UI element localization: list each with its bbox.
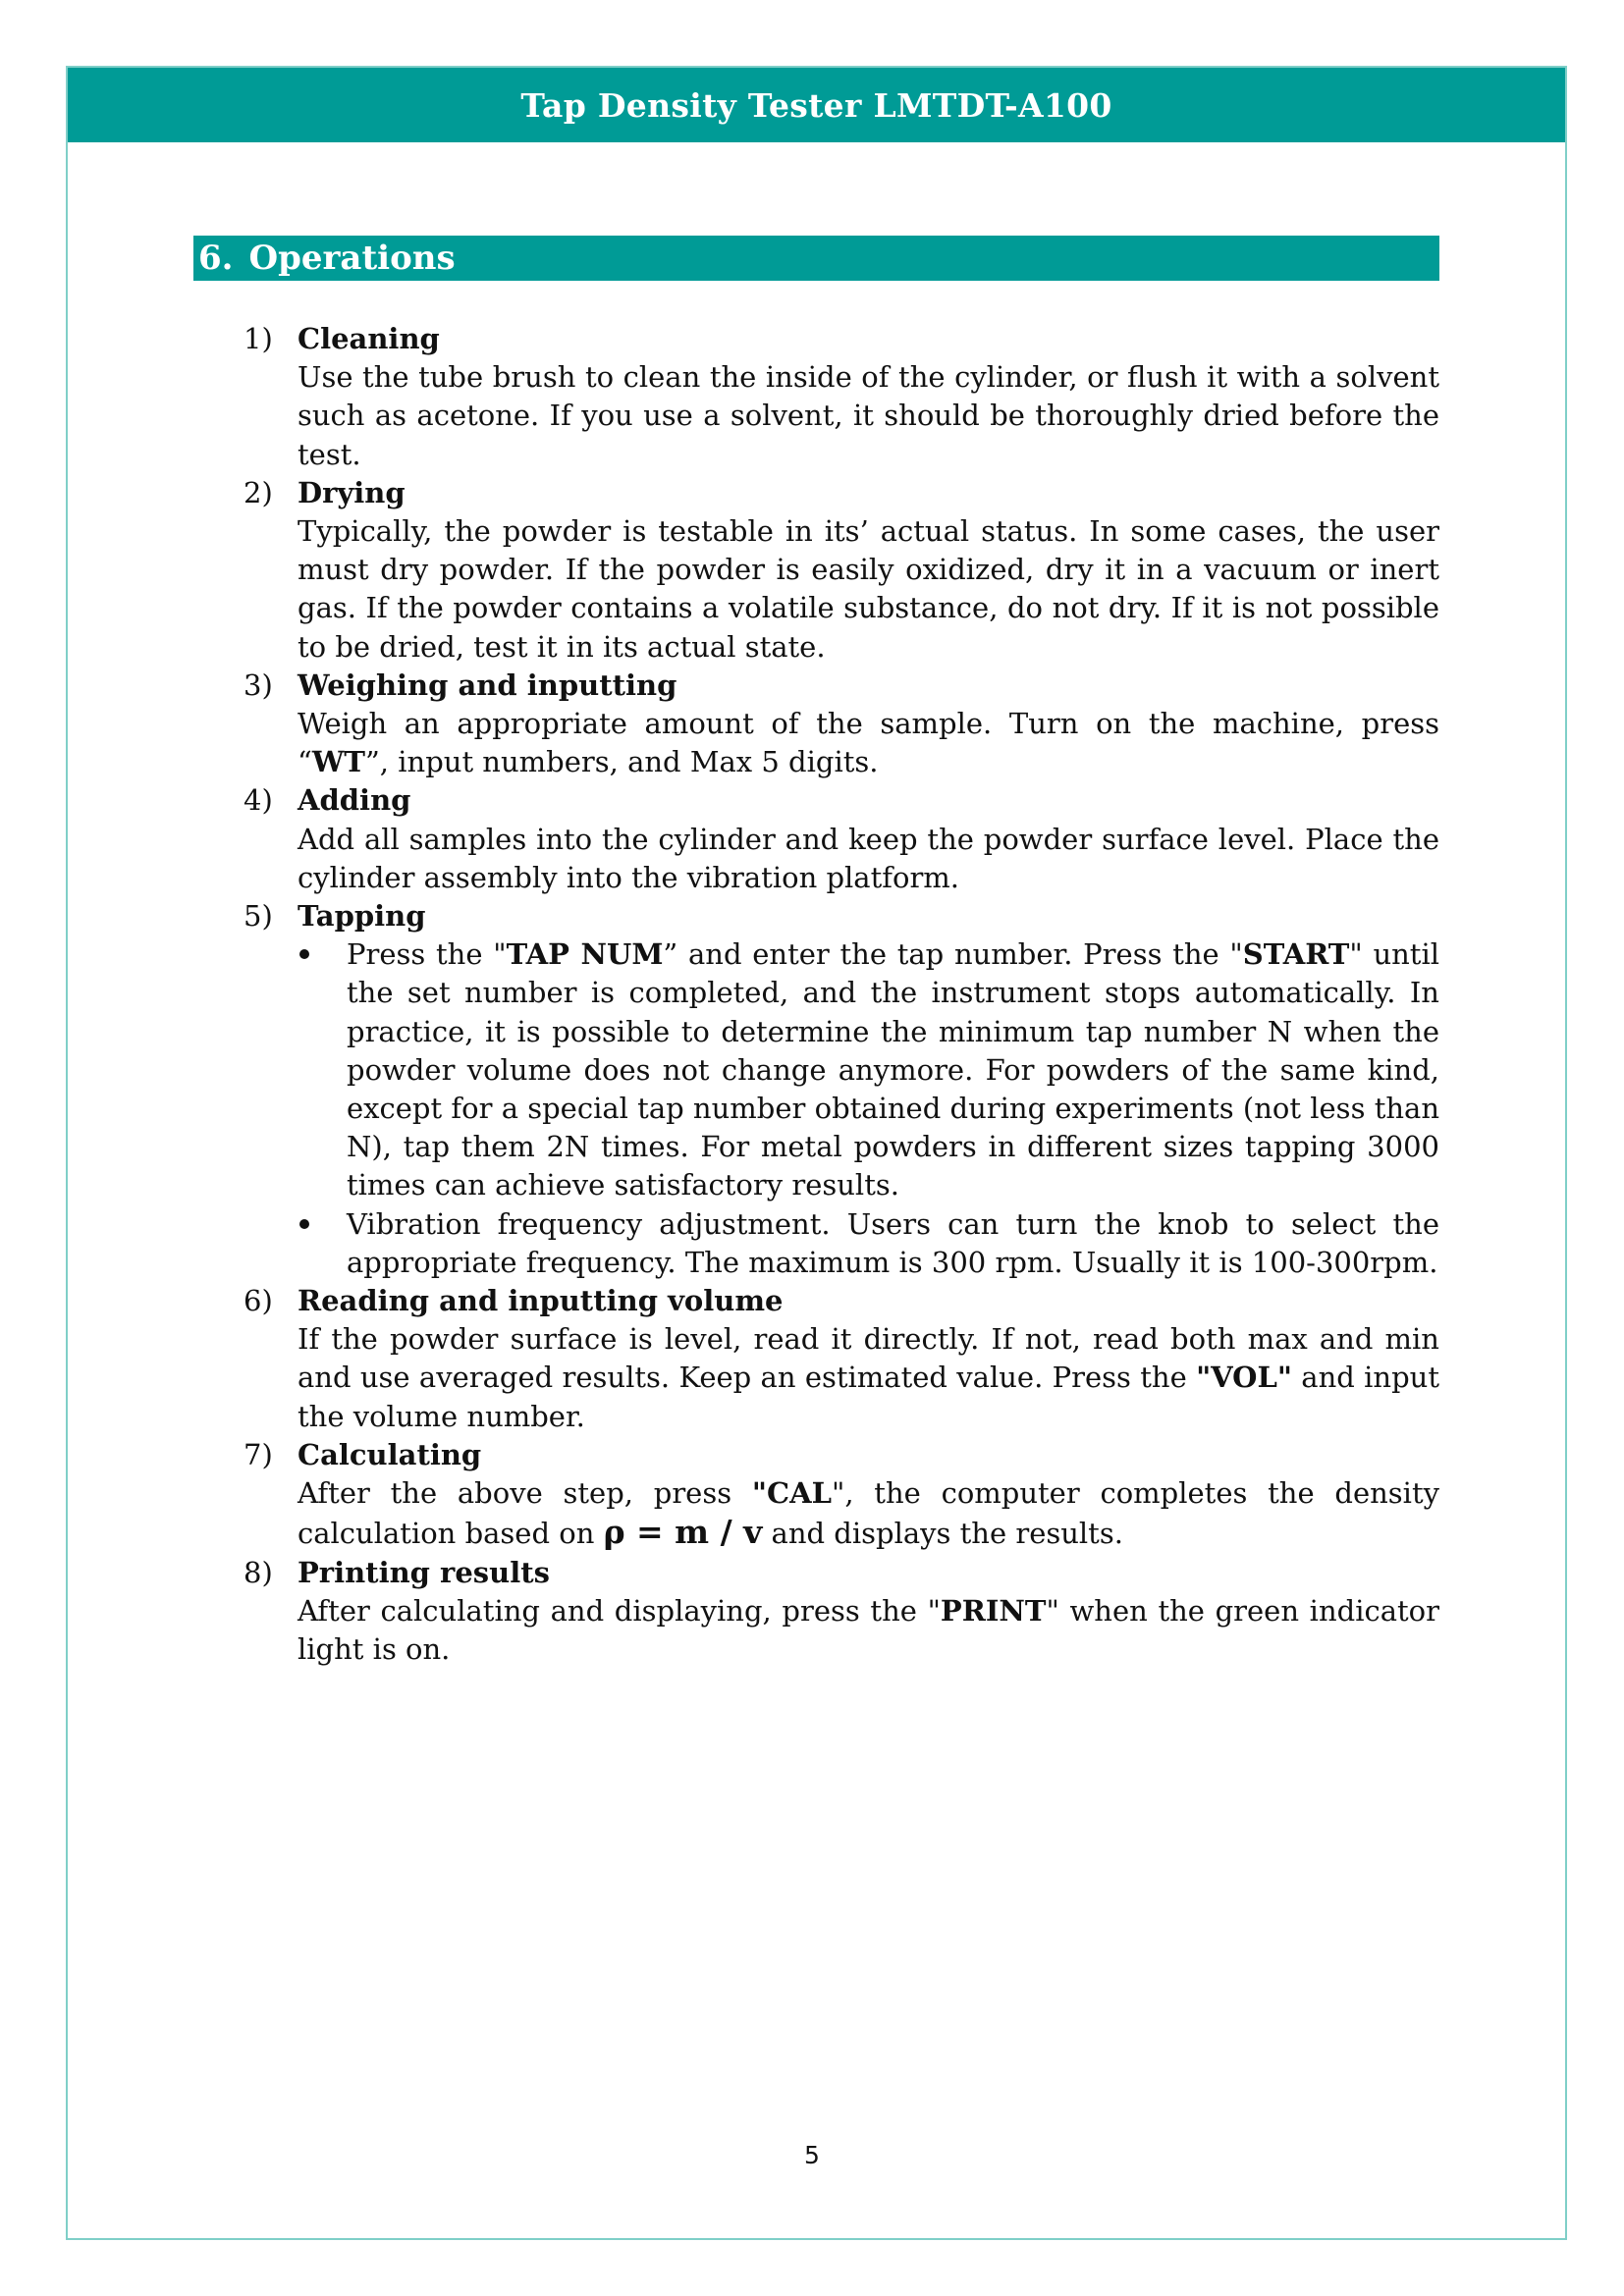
key-label-print: PRINT — [940, 1593, 1047, 1628]
key-label-start: START — [1242, 937, 1350, 972]
step-body: Typically, the powder is testable in its’ actual status. In some cases, the user must dry powder. If the powder is easily oxidized, dry it in a vacuum or inert gas. If the powder contains a volatile substance, do not dry. If it is not possible to be dried, test it in its actual state. — [298, 514, 1439, 664]
section-title-text: Operations — [248, 239, 456, 278]
section-title — [198, 239, 456, 278]
step-body — [298, 1320, 1439, 1436]
step-number: 3) — [244, 667, 273, 702]
key-label-cal: "CAL — [751, 1476, 832, 1511]
step-number: 1) — [244, 322, 273, 355]
tapping-bullets — [298, 935, 1439, 1282]
document-title: Tap Density Tester LMTDT-A100 — [520, 85, 1112, 125]
text-run: " when the green indicator light is on. — [298, 1593, 1439, 1666]
text-run: and input the volume number. — [298, 1361, 1439, 1433]
step-number: 5) — [244, 899, 273, 934]
text-run: After calculating and displaying, press the " — [298, 1593, 941, 1628]
step-title: Tapping — [298, 899, 426, 934]
key-label-wt: WT — [311, 745, 365, 779]
text-run: and displays the results. — [762, 1517, 1123, 1551]
text-run: ” and enter the tap number. Press the " — [663, 937, 1243, 972]
step-title: Calculating — [298, 1437, 482, 1471]
step-title: Cleaning — [298, 322, 440, 355]
step-title: Drying — [298, 475, 406, 509]
step-body: Add all samples into the cylinder and keep the powder surface level. Place the cylinder assembly into the vibration platform. — [298, 822, 1439, 894]
bullet-icon — [299, 949, 309, 959]
key-label-tap-num: TAP NUM — [506, 937, 664, 972]
step-number: 7) — [244, 1437, 273, 1471]
key-label-vol: "VOL" — [1196, 1361, 1292, 1395]
text-run: ”, input numbers, and Max 5 digits. — [364, 745, 879, 779]
step-body — [298, 1592, 1439, 1669]
step-body — [298, 705, 1439, 781]
density-formula: ρ = m / v — [603, 1513, 763, 1552]
step-number: 4) — [244, 783, 273, 818]
step-title: Printing results — [298, 1555, 550, 1589]
step-cleaning — [244, 320, 1439, 474]
step-adding — [244, 781, 1439, 897]
step-body — [298, 1474, 1439, 1553]
text-run: Press the " — [347, 937, 507, 972]
step-calculating — [244, 1436, 1439, 1554]
step-title: Reading and inputting volume — [298, 1284, 784, 1318]
step-body: Use the tube brush to clean the inside of the cylinder, or flush it with a solvent such as acetone. If you use a solvent, it should be thoroughly dried before the test. — [298, 360, 1439, 471]
step-title: Weighing and inputting — [298, 667, 677, 702]
text-run: After the above step, press — [298, 1476, 752, 1511]
step-title: Adding — [298, 783, 411, 818]
step-weighing — [244, 667, 1439, 782]
text-run: If the powder surface is level, read it directly. If not, read both max and min and use averaged results. Keep an estimated value. Press the — [298, 1322, 1439, 1395]
step-number: 2) — [244, 475, 273, 509]
step-drying — [244, 474, 1439, 667]
text-run: Vibration frequency adjustment. Users can turn the knob to select the appropriate frequency. The maximum is 300 rpm. Usually it is 100-300rpm. — [347, 1206, 1439, 1279]
text-run: " until the set number is completed, and the instrument stops automatically. In practice, it is possible to determine the minimum tap number N when the powder volume does not change anymore. For powders of the same kind, except for a special tap number obtained during experiments (not less than N), tap them 2N times. For metal powders in different sizes tapping 3000 times can achieve satisfactory results. — [347, 937, 1440, 1202]
page-number: 5 — [804, 2141, 820, 2169]
bullet-icon — [299, 1219, 309, 1229]
text-run: ", the computer completes the density calculation based on — [298, 1476, 1439, 1551]
section-heading-bar — [193, 236, 1439, 281]
bullet-item — [298, 935, 1439, 1204]
step-printing — [244, 1554, 1439, 1670]
step-tapping — [244, 897, 1439, 1282]
text-run: Weigh an appropriate amount of the sample. Turn on the machine, press “ — [298, 707, 1439, 779]
operations-list — [244, 320, 1439, 1669]
bullet-item — [298, 1205, 1439, 1282]
step-number: 8) — [244, 1555, 273, 1589]
step-number: 6) — [244, 1284, 273, 1318]
section-number: 6. — [198, 239, 234, 278]
step-reading-volume — [244, 1282, 1439, 1436]
header-bar — [68, 68, 1565, 142]
